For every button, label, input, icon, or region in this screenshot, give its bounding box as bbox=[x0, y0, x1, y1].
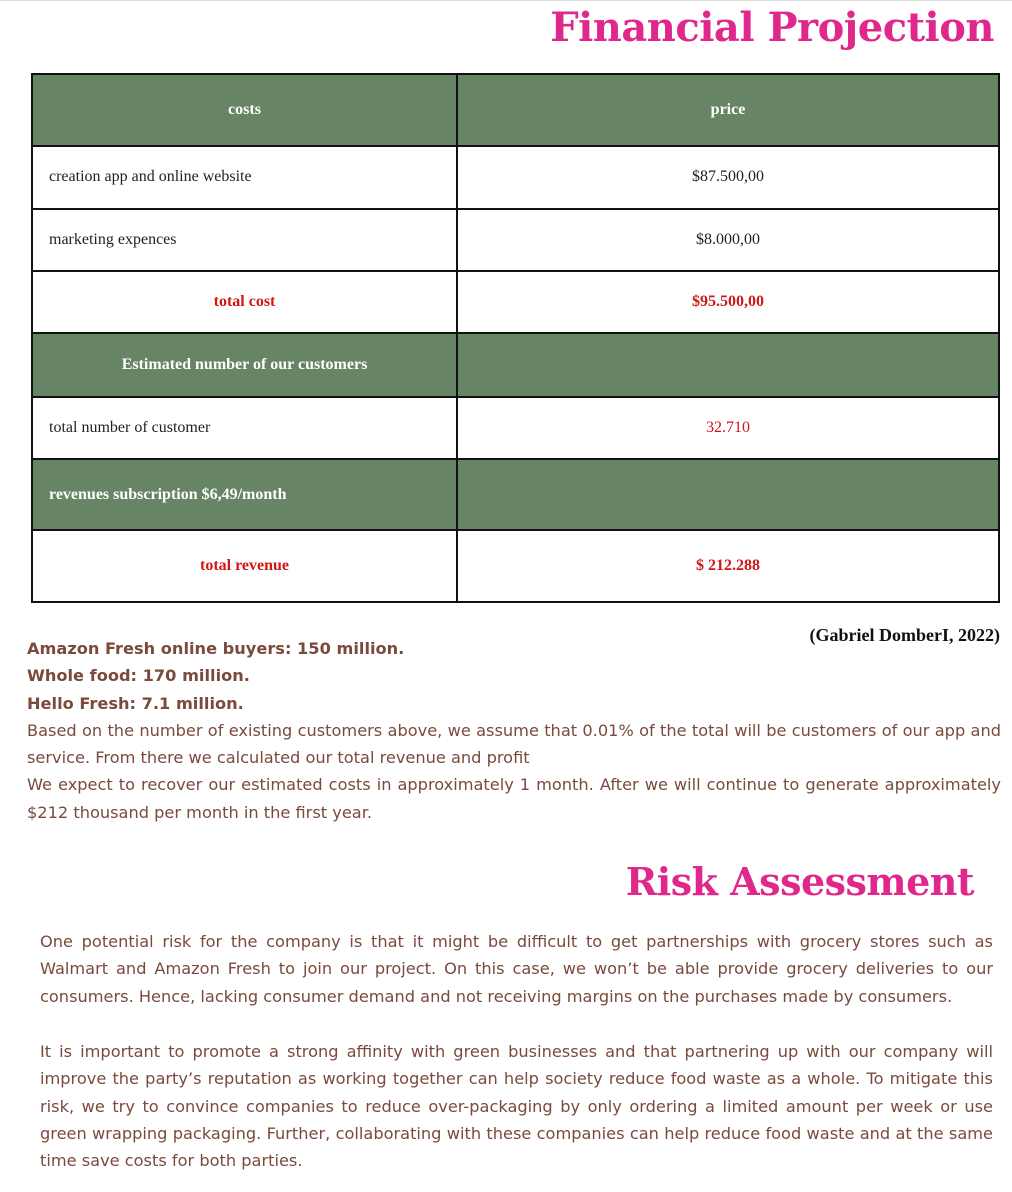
total-cost-row bbox=[32, 271, 999, 333]
risk-paragraph-partnerships: One potential risk for the company is that it might be difficult to get partnerships with grocery stores such as Walmart and Amazon Fresh to join our project. On this case, we won’t be able provide grocery deliveries to our consumers. Hence, lacking consumer demand and not receiving margins on the purchases made by consumers. bbox=[40, 932, 993, 1006]
customers-section-row bbox=[32, 333, 999, 397]
stats-paragraph-recovery: We expect to recover our estimated costs in approximately 1 month. After we will continue to generate approximately $212 thousand per month in the first year. bbox=[27, 775, 1001, 822]
header-price: price bbox=[457, 74, 999, 146]
stats-paragraph-assumption: Based on the number of existing customers above, we assume that 0.01% of the total will be customers of our app and service. From there we calculated our total revenue and profit bbox=[27, 720, 1001, 768]
header-costs: costs bbox=[32, 74, 457, 146]
revenue-section-row bbox=[32, 459, 999, 529]
citation: (Gabriel DomberI, 2022) bbox=[809, 625, 1000, 645]
stat-amazon-fresh: Amazon Fresh online buyers: 150 million. bbox=[27, 639, 405, 658]
customers-value: 32.710 bbox=[457, 397, 999, 459]
customers-row bbox=[32, 397, 999, 459]
financial-table bbox=[31, 73, 1000, 603]
customers-label: total number of customer bbox=[32, 397, 457, 459]
cost-price: $87.500,00 bbox=[457, 146, 999, 208]
cost-label: creation app and online website bbox=[32, 146, 457, 208]
customer-stats bbox=[27, 635, 1001, 826]
table-header-row bbox=[32, 74, 999, 146]
table-row bbox=[32, 146, 999, 208]
total-cost-label: total cost bbox=[32, 271, 457, 333]
stat-whole-food: Whole food: 170 million. bbox=[27, 666, 250, 686]
table-row bbox=[32, 209, 999, 271]
stat-hello-fresh: Hello Fresh: 7.1 million. bbox=[27, 693, 244, 713]
total-revenue-value: $ 212.288 bbox=[457, 530, 999, 602]
total-revenue-row bbox=[32, 530, 999, 602]
cost-price: $8.000,00 bbox=[457, 209, 999, 271]
cost-label: marketing expences bbox=[32, 209, 457, 271]
customers-section-empty bbox=[457, 333, 999, 397]
risk-assessment-title: Risk Assessment bbox=[625, 859, 974, 904]
risk-paragraph-mitigation: It is important to promote a strong affinity with green businesses and that partnering up with our company will improve the party’s reputation as working together can help society reduce food waste as a whole. To mitigate this risk, we try to convince companies to reduce over-packaging by only ordering a limited amount per week or use green wrapping packaging. Further, collaborating with these companies can help reduce food waste and at the same time save costs for both parties. bbox=[40, 1042, 993, 1171]
financial-projection-title: Financial Projection bbox=[550, 4, 994, 51]
total-cost-value: $95.500,00 bbox=[457, 271, 999, 333]
revenue-section-empty bbox=[457, 459, 999, 529]
customers-section-label: Estimated number of our customers bbox=[32, 333, 457, 397]
total-revenue-label: total revenue bbox=[32, 530, 457, 602]
revenue-section-label: revenues subscription $6,49/month bbox=[32, 459, 457, 529]
